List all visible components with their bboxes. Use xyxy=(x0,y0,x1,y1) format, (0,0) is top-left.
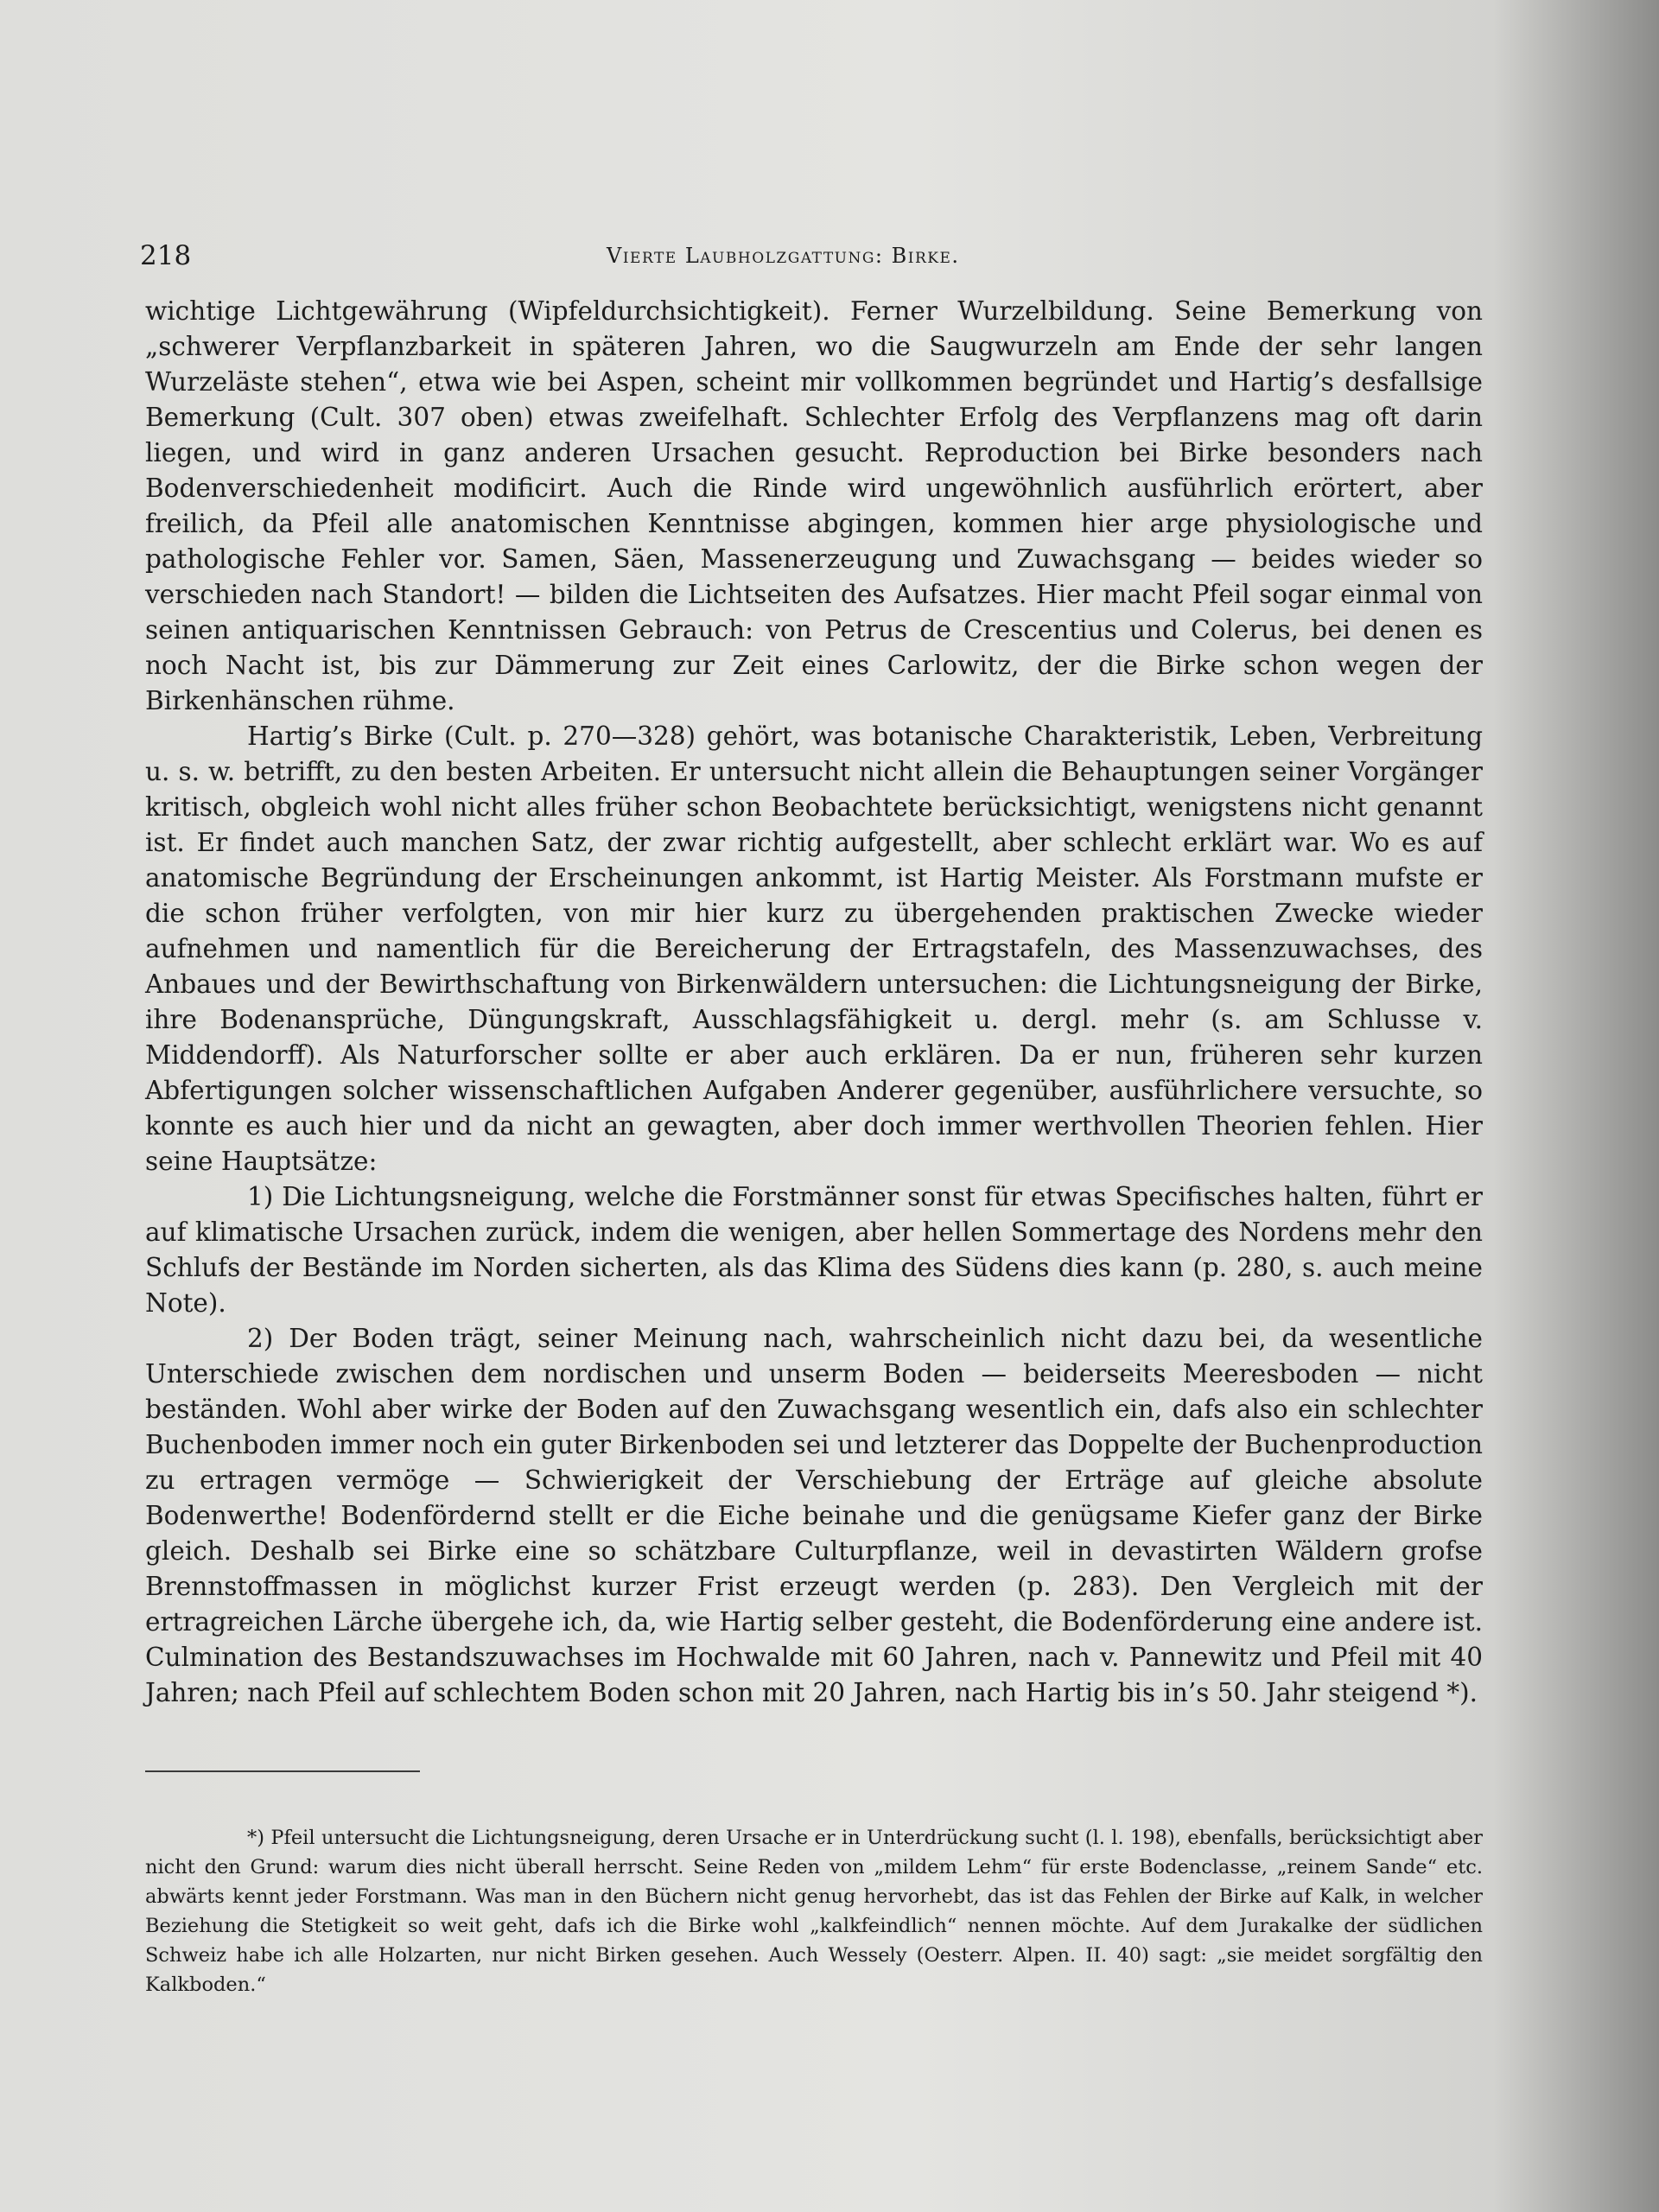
paragraph-4: 2) Der Boden trägt, seiner Meinung nach, wahrscheinlich nicht dazu bei, da wesentliche Unterschiede zwischen dem nordischen und unserm Boden — beiderseits Meeresboden — nicht beständen. Wohl aber wirke der Boden auf den Zuwachsgang wesentlich ein, dafs also ein schlechter Buchenboden immer noch ein guter Birkenboden sei und letzterer das Doppelte der Buchenproduction zu ertragen vermöge — Schwierigkeit der Verschiebung der Erträge auf gleiche absolute Bodenwerthe! Bodenfördernd stellt er die Eiche beinahe und die genügsame Kiefer ganz der Birke gleich. Deshalb sei Birke eine so schätzbare Culturpflanze, weil in devastirten Wäldern grofse Brennstoffmassen in möglichst kurzer Frist erzeugt werden (p. 283). Den Vergleich mit der ertragreichen Lärche übergehe ich, da, wie Hartig selber gesteht, die Bodenförderung eine andere ist. Culmination des Bestandszuwachses im Hochwalde mit 60 Jahren, nach v. Pannewitz und Pfeil mit 40 Jahren; nach Pfeil auf schlechtem Boden schon mit 20 Jahren, nach Hartig bis in’s 50. Jahr steigend *). xyxy=(145,1324,1483,1707)
paragraph-3: 1) Die Lichtungsneigung, welche die Forstmänner sonst für etwas Specifisches halten, führt er auf klimatische Ursachen zurück, indem die wenigen, aber hellen Sommertage des Nordens mehr den Schlufs der Bestände im Norden sicherten, als das Klima des Südens dies kann (p. 280, s. auch meine Note). xyxy=(145,1182,1483,1318)
body-text xyxy=(145,294,1483,1711)
footnote: *) Pfeil untersucht die Lichtungsneigung, deren Ursache er in Unterdrückung sucht (l. l. 198), ebenfalls, berücksichtigt aber nicht den Grund: warum dies nicht überall herrscht. Seine Reden von „mildem Lehm“ für erste Bodenclasse, „reinem Sande“ etc. abwärts kennt jeder Forstmann. Was man in den Büchern nicht genug hervorhebt, das ist das Fehlen der Birke auf Kalk, in welcher Beziehung die Stetigkeit so weit geht, dafs ich die Birke wohl „kalkfeindlich“ nennen möchte. Auf dem Jurakalke der südlichen Schweiz habe ich alle Holzarten, nur nicht Birken gesehen. Auch Wessely (Oesterr. Alpen. II. 40) sagt: „sie meidet sorgfältig den Kalkboden.“ xyxy=(145,1827,1483,1996)
footnote-divider xyxy=(145,1770,420,1772)
page-header xyxy=(140,237,1488,275)
paragraph-1: wichtige Lichtgewährung (Wipfeldurchsichtigkeit). Ferner Wurzelbildung. Seine Bemerkung von „schwerer Verpflanzbarkeit in späteren Jahren, wo die Saugwurzeln am Ende der sehr langen Wurzeläste stehen“, etwa wie bei Aspen, scheint mir vollkommen begründet und Hartig’s desfallsige Bemerkung (Cult. 307 oben) etwas zweifelhaft. Schlechter Erfolg des Verpflanzens mag oft darin liegen, und wird in ganz anderen Ursachen gesucht. Reproduction bei Birke besonders nach Bodenverschiedenheit modificirt. Auch die Rinde wird ungewöhnlich ausführlich erörtert, aber freilich, da Pfeil alle anatomischen Kenntnisse abgingen, kommen hier arge physiologische und pathologische Fehler vor. Samen, Säen, Massenerzeugung und Zuwachsgang — beides wieder so verschieden nach Standort! — bilden die Lichtseiten des Aufsatzes. Hier macht Pfeil sogar einmal von seinen antiquarischen Kenntnissen Gebrauch: von Petrus de Crescentius und Colerus, bei denen es noch Nacht ist, bis zur Dämmerung zur Zeit eines Carlowitz, der die Birke schon wegen der Birkenhänschen rühme. xyxy=(145,296,1483,715)
page-number: 218 xyxy=(140,240,192,271)
running-title: Vierte Laubholzgattung: Birke. xyxy=(607,244,960,268)
paragraph-2: Hartig’s Birke (Cult. p. 270—328) gehört, was botanische Charakteristik, Leben, Verbreitung u. s. w. betrifft, zu den besten Arbeiten. Er untersucht nicht allein die Behauptungen seiner Vorgänger kritisch, obgleich wohl nicht alles früher schon Beobachtete berücksichtigt, wenigstens nicht genannt ist. Er findet auch manchen Satz, der zwar richtig aufgestellt, aber schlecht erklärt war. Wo es auf anatomische Begründung der Erscheinungen ankommt, ist Hartig Meister. Als Forstmann mufste er die schon früher verfolgten, von mir hier kurz zu übergehenden praktischen Zwecke wieder aufnehmen und namentlich für die Bereicherung der Ertragstafeln, des Massenzuwachses, des Anbaues und der Bewirthschaftung von Birkenwäldern untersuchen: die Lichtungsneigung der Birke, ihre Bodenansprüche, Düngungskraft, Ausschlagsfähigkeit u. dergl. mehr (s. am Schlusse v. Middendorff). Als Naturforscher sollte er aber auch erklären. Da er nun, früheren sehr kurzen Abfertigungen solcher wissenschaftlichen Aufgaben Anderer gegenüber, ausführlichere versuchte, so konnte es auch hier und da nicht an gewagten, aber doch immer werthvollen Theorien fehlen. Hier seine Hauptsätze: xyxy=(145,721,1483,1176)
